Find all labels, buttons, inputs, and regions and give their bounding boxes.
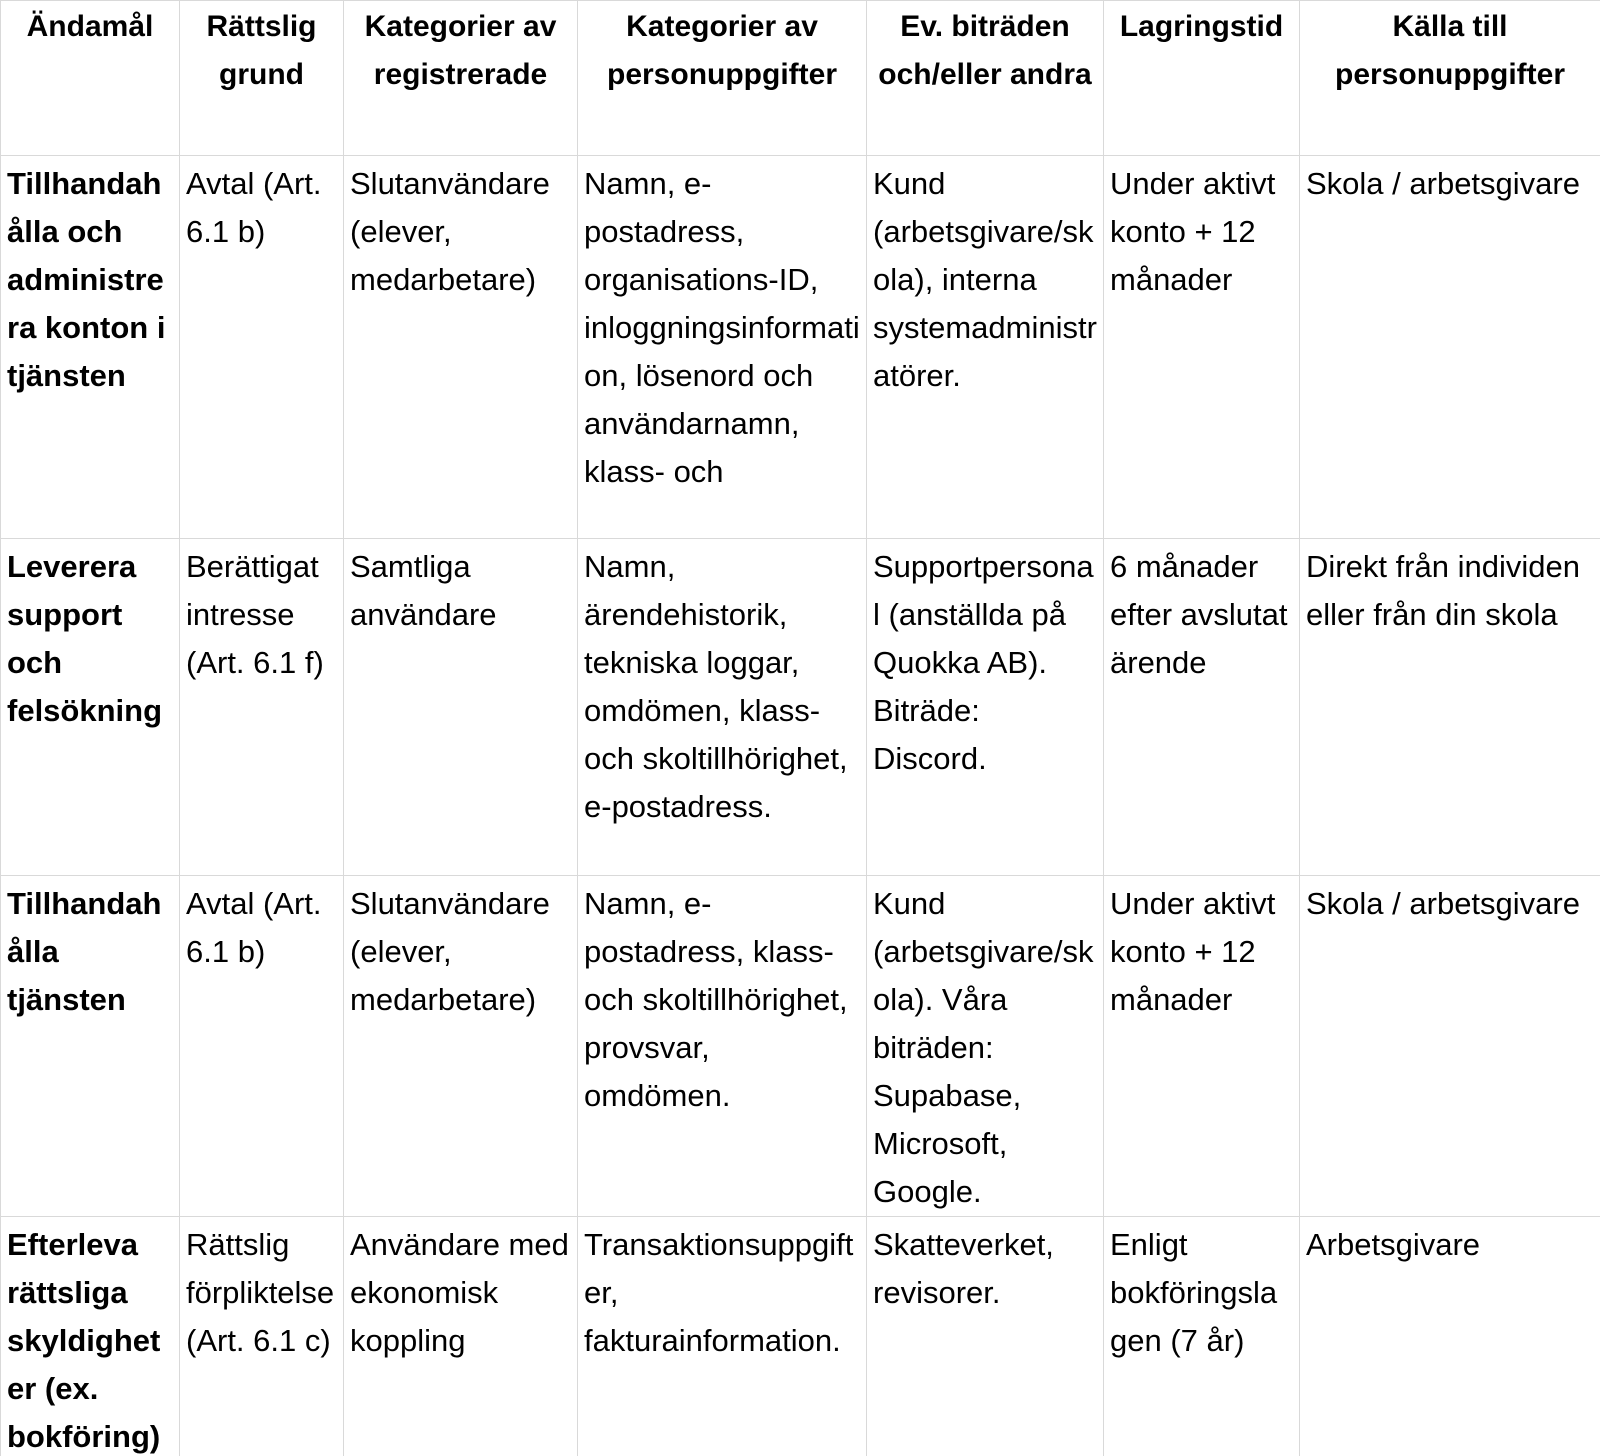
cell-purpose: Tillhandahålla och administrera konton i tjänsten bbox=[1, 156, 180, 539]
cell-processors: Supportpersonal (anställda på Quokka AB). Biträde: Discord. bbox=[867, 539, 1104, 876]
cell-data-categories: Namn, e-postadress, organisations-ID, inloggningsinformation, lösenord och användarnamn, klass- och bbox=[578, 156, 867, 539]
table-row bbox=[1, 1217, 1600, 1456]
cell-source: Arbetsgivare bbox=[1300, 1217, 1600, 1456]
header-retention: Lagringstid bbox=[1104, 1, 1300, 156]
cell-retention: Under aktivt konto + 12 månader bbox=[1104, 156, 1300, 539]
table-row bbox=[1, 539, 1600, 876]
header-processors: Ev. biträden och/eller andra bbox=[867, 1, 1104, 156]
cell-legal-basis: Avtal (Art. 6.1 b) bbox=[180, 876, 344, 1217]
table-header-row bbox=[1, 1, 1600, 156]
cell-source: Direkt från individen eller från din skola bbox=[1300, 539, 1600, 876]
cell-data-subjects: Samtliga användare bbox=[344, 539, 578, 876]
table-row bbox=[1, 876, 1600, 1217]
cell-processors: Kund (arbetsgivare/skola). Våra biträden: Supabase, Microsoft, Google. bbox=[867, 876, 1104, 1217]
cell-data-categories: Namn, e-postadress, klass- och skoltillhörighet, provsvar, omdömen. bbox=[578, 876, 867, 1217]
header-data-subjects: Kategorier av registrerade bbox=[344, 1, 578, 156]
cell-purpose: Leverera support och felsökning bbox=[1, 539, 180, 876]
cell-purpose: Tillhandahålla tjänsten bbox=[1, 876, 180, 1217]
cell-retention: 6 månader efter avslutat ärende bbox=[1104, 539, 1300, 876]
cell-source: Skola / arbetsgivare bbox=[1300, 156, 1600, 539]
header-purpose: Ändamål bbox=[1, 1, 180, 156]
cell-legal-basis: Berättigat intresse (Art. 6.1 f) bbox=[180, 539, 344, 876]
header-legal-basis: Rättslig grund bbox=[180, 1, 344, 156]
cell-retention: Under aktivt konto + 12 månader bbox=[1104, 876, 1300, 1217]
cell-data-subjects: Slutanvändare (elever, medarbetare) bbox=[344, 876, 578, 1217]
cell-processors: Kund (arbetsgivare/skola), interna systemadministratörer. bbox=[867, 156, 1104, 539]
cell-legal-basis: Avtal (Art. 6.1 b) bbox=[180, 156, 344, 539]
header-data-categories: Kategorier av personuppgifter bbox=[578, 1, 867, 156]
cell-data-subjects: Användare med ekonomisk koppling bbox=[344, 1217, 578, 1456]
header-source: Källa till personuppgifter bbox=[1300, 1, 1600, 156]
table-row bbox=[1, 156, 1600, 539]
cell-processors: Skatteverket, revisorer. bbox=[867, 1217, 1104, 1456]
cell-legal-basis: Rättslig förpliktelse (Art. 6.1 c) bbox=[180, 1217, 344, 1456]
cell-retention: Enligt bokföringslagen (7 år) bbox=[1104, 1217, 1300, 1456]
cell-data-categories: Transaktionsuppgifter, fakturainformation. bbox=[578, 1217, 867, 1456]
cell-source: Skola / arbetsgivare bbox=[1300, 876, 1600, 1217]
cell-purpose: Efterleva rättsliga skyldigheter (ex. bokföring) bbox=[1, 1217, 180, 1456]
cell-data-subjects: Slutanvändare (elever, medarbetare) bbox=[344, 156, 578, 539]
cell-data-categories: Namn, ärendehistorik, tekniska loggar, omdömen, klass- och skoltillhörighet, e-postadress. bbox=[578, 539, 867, 876]
